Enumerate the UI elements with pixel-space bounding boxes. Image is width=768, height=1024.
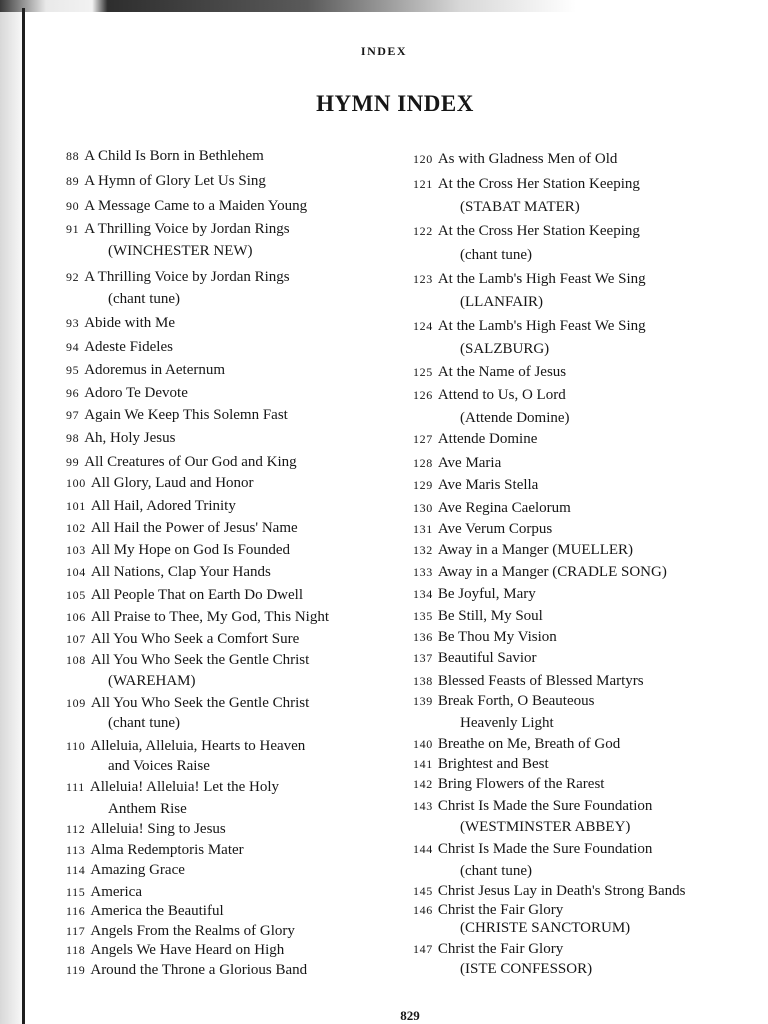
hymn-number: 103 (66, 543, 86, 557)
hymn-number: 135 (413, 609, 433, 623)
hymn-title: Ave Regina Caelorum (437, 500, 571, 516)
hymn-entry (413, 882, 686, 900)
hymn-number: 109 (66, 696, 86, 710)
hymn-number: 143 (413, 799, 433, 813)
hymn-entry (66, 429, 175, 447)
hymn-number: 140 (413, 737, 433, 751)
hymn-number: 110 (66, 739, 86, 753)
hymn-title: Christ Is Made the Sure Foundation (437, 841, 653, 857)
hymn-entry (413, 585, 536, 603)
hymn-title-continuation: (CHRISTE SANCTORUM) (460, 920, 631, 936)
hymn-number: 124 (413, 319, 433, 333)
hymn-number: 131 (413, 522, 433, 536)
hymn-number: 136 (413, 630, 433, 644)
hymn-number: 129 (413, 478, 433, 492)
hymn-title: America (90, 884, 142, 900)
hymn-number: 92 (66, 270, 80, 284)
hymn-title: Away in a Manger (MUELLER) (437, 542, 634, 558)
hymn-entry (413, 672, 644, 690)
hymn-title-continuation: (LLANFAIR) (460, 294, 544, 310)
hymn-number: 125 (413, 365, 433, 379)
hymn-entry (66, 883, 142, 901)
running-head: INDEX (360, 44, 408, 58)
hymn-entry (413, 386, 566, 404)
hymn-title: All Hail the Power of Jesus' Name (90, 520, 298, 536)
hymn-title: Attende Domine (437, 431, 538, 447)
hymn-title: Adoro Te Devote (84, 385, 188, 401)
hymn-number: 147 (413, 942, 433, 956)
hymn-number: 102 (66, 521, 86, 535)
hymn-entry (413, 692, 594, 710)
hymn-entry (413, 363, 566, 381)
hymn-number: 138 (413, 674, 433, 688)
hymn-number: 132 (413, 543, 433, 557)
hymn-number: 127 (413, 432, 433, 446)
hymn-entry (66, 563, 271, 581)
hymn-title: Angels From the Realms of Glory (90, 923, 295, 939)
hymn-title: Ave Maria (437, 455, 502, 471)
hymn-entry (413, 520, 552, 538)
hymn-entry (66, 630, 299, 648)
hymn-title-continuation: (chant tune) (108, 715, 181, 731)
hymn-title: All Nations, Clap Your Hands (90, 564, 271, 580)
hymn-title: Again We Keep This Solemn Fast (84, 407, 288, 423)
hymn-title: At the Lamb's High Feast We Sing (437, 318, 646, 334)
hymn-entry (66, 197, 307, 215)
hymn-entry (66, 778, 279, 796)
hymn-entry (66, 820, 226, 838)
hymn-title-continuation: (WINCHESTER NEW) (108, 243, 253, 259)
hymn-entry (413, 901, 563, 919)
hymn-number: 96 (66, 386, 80, 400)
hymn-number: 122 (413, 224, 433, 238)
hymn-number: 116 (66, 904, 86, 918)
hymn-title: Christ Is Made the Sure Foundation (437, 798, 653, 814)
hymn-title: As with Gladness Men of Old (437, 151, 618, 167)
hymn-entry (413, 797, 652, 815)
hymn-number: 93 (66, 316, 80, 330)
hymn-title: A Child Is Born in Bethlehem (84, 148, 264, 164)
hymn-number: 115 (66, 885, 86, 899)
hymn-number: 107 (66, 632, 86, 646)
hymn-title: All Hail, Adored Trinity (90, 498, 236, 514)
hymn-title: Brightest and Best (437, 756, 549, 772)
hymn-title: All You Who Seek the Gentle Christ (90, 652, 310, 668)
hymn-title: Bring Flowers of the Rarest (437, 776, 605, 792)
hymn-title: Break Forth, O Beauteous (437, 693, 595, 709)
hymn-entry (66, 586, 303, 604)
hymn-title-continuation: (SALZBURG) (460, 341, 550, 357)
hymn-title: At the Cross Her Station Keeping (437, 223, 640, 239)
hymn-entry (413, 649, 537, 667)
hymn-title: Alleluia! Alleluia! Let the Holy (89, 779, 280, 795)
hymn-entry (413, 270, 646, 288)
hymn-title: Be Still, My Soul (437, 608, 543, 624)
hymn-number: 113 (66, 843, 86, 857)
hymn-number: 100 (66, 476, 86, 490)
hymn-entry (413, 499, 571, 517)
hymn-number: 95 (66, 363, 80, 377)
hymn-number: 88 (66, 149, 80, 163)
hymn-title-continuation: (chant tune) (460, 247, 533, 263)
hymn-number: 141 (413, 757, 433, 771)
hymn-number: 98 (66, 431, 80, 445)
hymn-title: All You Who Seek the Gentle Christ (90, 695, 310, 711)
hymn-title-continuation: (chant tune) (460, 863, 533, 879)
hymn-title-continuation: (WESTMINSTER ABBEY) (460, 819, 631, 835)
hymn-entry (413, 775, 604, 793)
hymn-title: Adeste Fideles (84, 339, 173, 355)
hymn-title: Away in a Manger (CRADLE SONG) (437, 564, 667, 580)
hymn-number: 137 (413, 651, 433, 665)
hymn-title: All Glory, Laud and Honor (90, 475, 254, 491)
hymn-entry (66, 361, 225, 379)
hymn-number: 142 (413, 777, 433, 791)
hymn-number: 130 (413, 501, 433, 515)
hymn-title: Beautiful Savior (437, 650, 537, 666)
hymn-entry (66, 268, 290, 286)
hymn-title: A Message Came to a Maiden Young (84, 198, 308, 214)
hymn-number: 101 (66, 499, 86, 513)
hymn-entry (413, 563, 667, 581)
hymn-title-continuation: (WAREHAM) (108, 673, 196, 689)
hymn-number: 145 (413, 884, 433, 898)
hymn-number: 139 (413, 694, 433, 708)
hymn-entry (66, 519, 298, 537)
hymn-entry (66, 694, 309, 712)
hymn-number: 99 (66, 455, 80, 469)
hymn-number: 118 (66, 943, 86, 957)
hymn-entry (66, 406, 288, 424)
hymn-entry (413, 840, 652, 858)
hymn-number: 90 (66, 199, 80, 213)
hymn-entry (413, 607, 543, 625)
hymn-entry (66, 737, 305, 755)
hymn-number: 104 (66, 565, 86, 579)
hymn-entry (66, 841, 244, 859)
hymn-number: 112 (66, 822, 86, 836)
hymn-entry (66, 147, 264, 165)
hymn-number: 117 (66, 924, 86, 938)
hymn-number: 89 (66, 174, 80, 188)
hymn-entry (66, 922, 295, 940)
hymn-title-continuation: (chant tune) (108, 291, 181, 307)
hymn-title: All You Who Seek a Comfort Sure (90, 631, 300, 647)
hymn-title: Alleluia, Alleluia, Hearts to Heaven (90, 738, 306, 754)
hymn-entry (66, 497, 236, 515)
hymn-number: 121 (413, 177, 433, 191)
hymn-number: 123 (413, 272, 433, 286)
hymn-entry (66, 453, 297, 471)
hymn-entry (413, 735, 620, 753)
hymn-entry (413, 222, 640, 240)
hymn-number: 108 (66, 653, 86, 667)
page-number: 829 (400, 1008, 420, 1023)
hymn-entry (66, 902, 224, 920)
hymn-title: Be Thou My Vision (437, 629, 557, 645)
hymn-number: 91 (66, 222, 80, 236)
hymn-entry (66, 314, 175, 332)
hymn-number: 94 (66, 340, 80, 354)
hymn-entry (413, 317, 646, 335)
hymn-entry (413, 175, 640, 193)
hymn-title: Christ Jesus Lay in Death's Strong Bands (437, 883, 686, 899)
hymn-title: Attend to Us, O Lord (437, 387, 566, 403)
hymn-title: At the Cross Her Station Keeping (437, 176, 640, 192)
hymn-number: 114 (66, 863, 86, 877)
hymn-number: 120 (413, 152, 433, 166)
hymn-number: 106 (66, 610, 86, 624)
hymn-title: All People That on Earth Do Dwell (90, 587, 303, 603)
hymn-title: Be Joyful, Mary (437, 586, 536, 602)
hymn-title: Breathe on Me, Breath of God (437, 736, 621, 752)
hymn-entry (413, 150, 617, 168)
hymn-number: 133 (413, 565, 433, 579)
hymn-entry (66, 651, 309, 669)
page-gutter-shadow (0, 0, 22, 1024)
hymn-entry (66, 384, 188, 402)
hymn-title: Christ the Fair Glory (437, 902, 564, 918)
hymn-entry (413, 476, 538, 494)
hymn-entry (66, 172, 266, 190)
hymn-title: A Hymn of Glory Let Us Sing (84, 173, 266, 189)
hymn-entry (413, 541, 633, 559)
hymn-title: A Thrilling Voice by Jordan Rings (84, 221, 290, 237)
hymn-entry (413, 628, 557, 646)
hymn-number: 126 (413, 388, 433, 402)
hymn-entry (413, 430, 537, 448)
hymn-title: All Praise to Thee, My God, This Night (90, 609, 329, 625)
hymn-number: 134 (413, 587, 433, 601)
hymn-title: Alleluia! Sing to Jesus (90, 821, 226, 837)
hymn-title: Ave Verum Corpus (437, 521, 553, 537)
hymn-title: Ah, Holy Jesus (84, 430, 176, 446)
hymn-title: All My Hope on God Is Founded (90, 542, 290, 558)
hymn-title-continuation: (Attende Domine) (460, 410, 570, 426)
hymn-number: 105 (66, 588, 86, 602)
hymn-title: Ave Maris Stella (437, 477, 539, 493)
hymn-title: At the Name of Jesus (437, 364, 567, 380)
hymn-entry (66, 474, 254, 492)
hymn-number: 146 (413, 903, 433, 917)
hymn-number: 128 (413, 456, 433, 470)
hymn-title-continuation: Anthem Rise (108, 801, 187, 817)
hymn-number: 119 (66, 963, 86, 977)
hymn-title: Adoremus in Aeternum (84, 362, 226, 378)
hymn-number: 144 (413, 842, 433, 856)
hymn-title: A Thrilling Voice by Jordan Rings (84, 269, 290, 285)
hymn-title-continuation: (ISTE CONFESSOR) (460, 961, 593, 977)
hymn-number: 97 (66, 408, 80, 422)
page-title: HYMN INDEX (316, 91, 474, 116)
hymn-title-continuation: Heavenly Light (460, 715, 554, 731)
hymn-title: Around the Throne a Glorious Band (90, 962, 308, 978)
hymn-entry (66, 861, 185, 879)
hymn-entry (66, 941, 284, 959)
hymn-title-continuation: and Voices Raise (108, 758, 210, 774)
book-binding-edge (22, 8, 25, 1024)
hymn-title: At the Lamb's High Feast We Sing (437, 271, 646, 287)
hymn-title: All Creatures of Our God and King (84, 454, 297, 470)
hymn-title: Alma Redemptoris Mater (90, 842, 244, 858)
hymn-entry (66, 961, 307, 979)
hymn-title-continuation: (STABAT MATER) (460, 199, 580, 215)
hymn-number: 111 (66, 780, 85, 794)
hymn-entry (66, 608, 329, 626)
hymn-title: America the Beautiful (90, 903, 224, 919)
hymn-entry (413, 454, 501, 472)
hymn-entry (66, 541, 290, 559)
hymn-entry (413, 940, 563, 958)
hymn-entry (66, 220, 290, 238)
hymn-entry (66, 338, 173, 356)
hymn-title: Angels We Have Heard on High (90, 942, 285, 958)
hymn-title: Abide with Me (84, 315, 176, 331)
hymn-entry (413, 755, 549, 773)
hymn-title: Christ the Fair Glory (437, 941, 564, 957)
hymn-title: Blessed Feasts of Blessed Martyrs (437, 673, 644, 689)
scan-top-edge (0, 0, 768, 12)
hymn-title: Amazing Grace (90, 862, 185, 878)
